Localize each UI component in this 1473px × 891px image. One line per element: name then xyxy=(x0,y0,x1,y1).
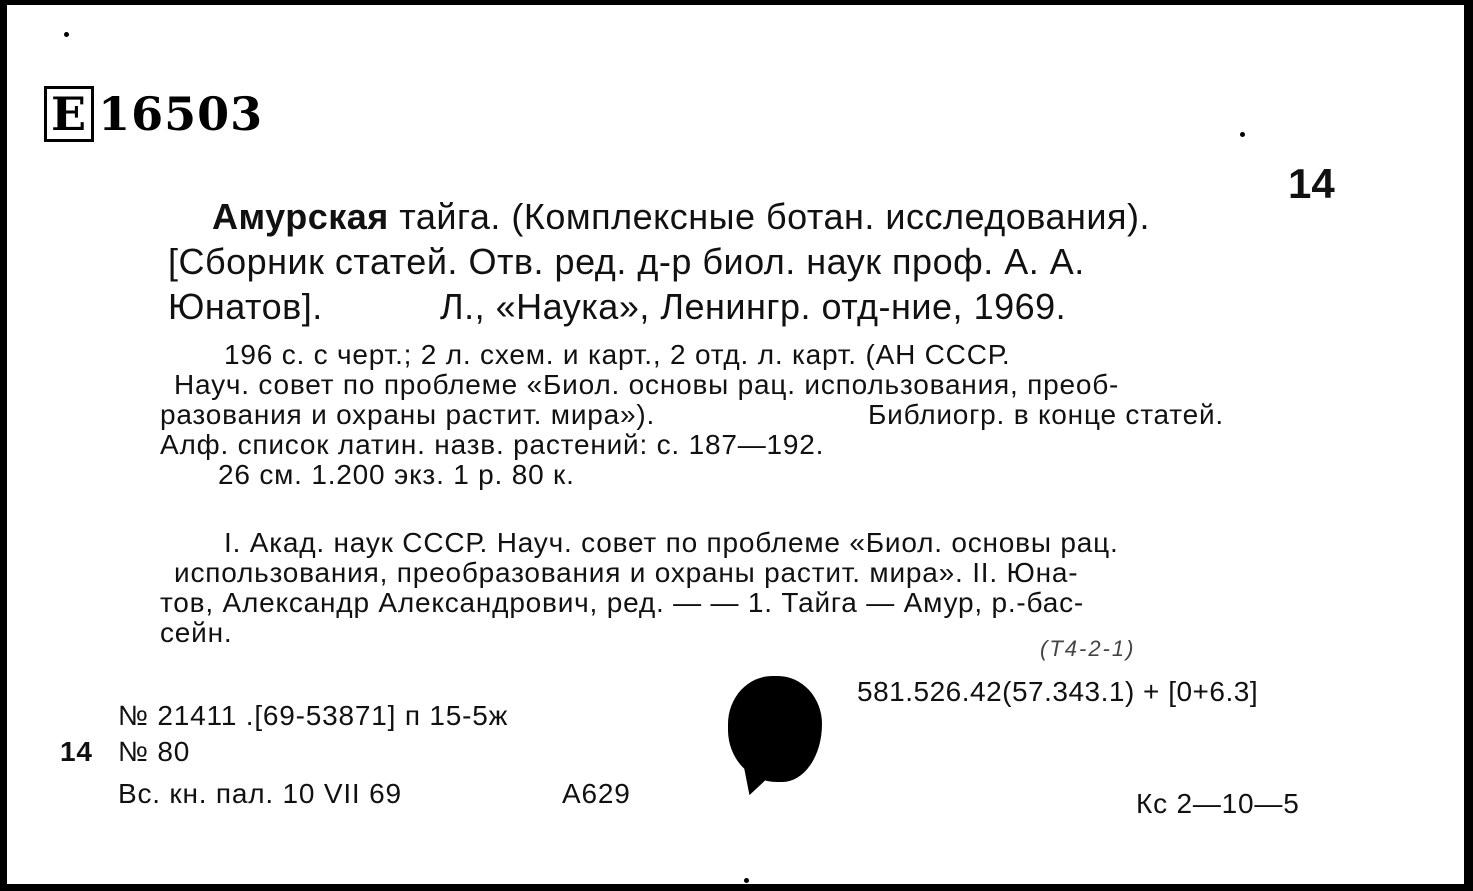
desc-line-5: 26 см. 1.200 экз. 1 р. 80 к. xyxy=(218,459,575,490)
tracing-line-3: тов, Александр Александрович, ред. — — 1. Тайга — Амур, р.-бас- xyxy=(160,587,1085,618)
desc-line-2: Науч. совет по проблеме «Биол. основы рац. использования, преоб- xyxy=(174,369,1120,400)
speck xyxy=(1240,132,1245,137)
registration-line-1: № 21411 .[69-53871] п 15-5ж xyxy=(118,700,509,731)
desc-line-3a: разования и охраны растит. мира»). xyxy=(160,399,656,430)
registration-line-2: № 80 xyxy=(118,736,191,767)
entry-line-3a: Юнатов]. xyxy=(168,286,323,327)
desc-line-4: Алф. список латин. назв. растений: с. 187—192. xyxy=(160,429,825,460)
card-border-top xyxy=(0,0,1473,5)
tracing-line-2: использования, преобразования и охраны растит. мира». II. Юна- xyxy=(174,557,1079,588)
entry-title-bold: Амурская xyxy=(212,196,389,237)
tracing-line-4: сейн. xyxy=(160,617,233,648)
call-letter: Е xyxy=(44,86,94,142)
registration-bold-number: 14 xyxy=(60,736,93,767)
ks-code: Кс 2—10—5 xyxy=(1136,788,1300,819)
desc-line-1: 196 с. с черт.; 2 л. схем. и карт., 2 отд. л. карт. (АН СССР. xyxy=(224,339,1011,370)
tracing-line-1: I. Акад. наук СССР. Науч. совет по проблеме «Биол. основы рац. xyxy=(224,527,1119,558)
faint-stamp: (Т4-2-1) xyxy=(1040,636,1136,661)
corner-number: 14 xyxy=(1288,160,1335,207)
speck xyxy=(744,878,749,883)
entry-title-rest: тайга. (Комплексные ботан. исследования). xyxy=(399,196,1150,237)
entry-line-3b: Л., «Наука», Ленингр. отд-ние, 1969. xyxy=(440,286,1067,327)
handwritten-call-number xyxy=(44,86,263,142)
udc-code: 581.526.42(57.343.1) + [0+6.3] xyxy=(857,676,1259,707)
speck xyxy=(64,32,69,37)
registration-line-3a: Вс. кн. пал. 10 VII 69 xyxy=(118,778,402,809)
desc-line-3b: Библиогр. в конце статей. xyxy=(868,399,1224,430)
registration-line-3b: А629 xyxy=(562,778,631,809)
card-border-left xyxy=(0,0,7,891)
card-border-bottom xyxy=(0,884,1473,891)
call-number: 16503 xyxy=(98,87,264,141)
entry-line-2: [Сборник статей. Отв. ред. д-р биол. наук проф. А. А. xyxy=(168,241,1085,282)
card-border-right xyxy=(1464,0,1473,891)
